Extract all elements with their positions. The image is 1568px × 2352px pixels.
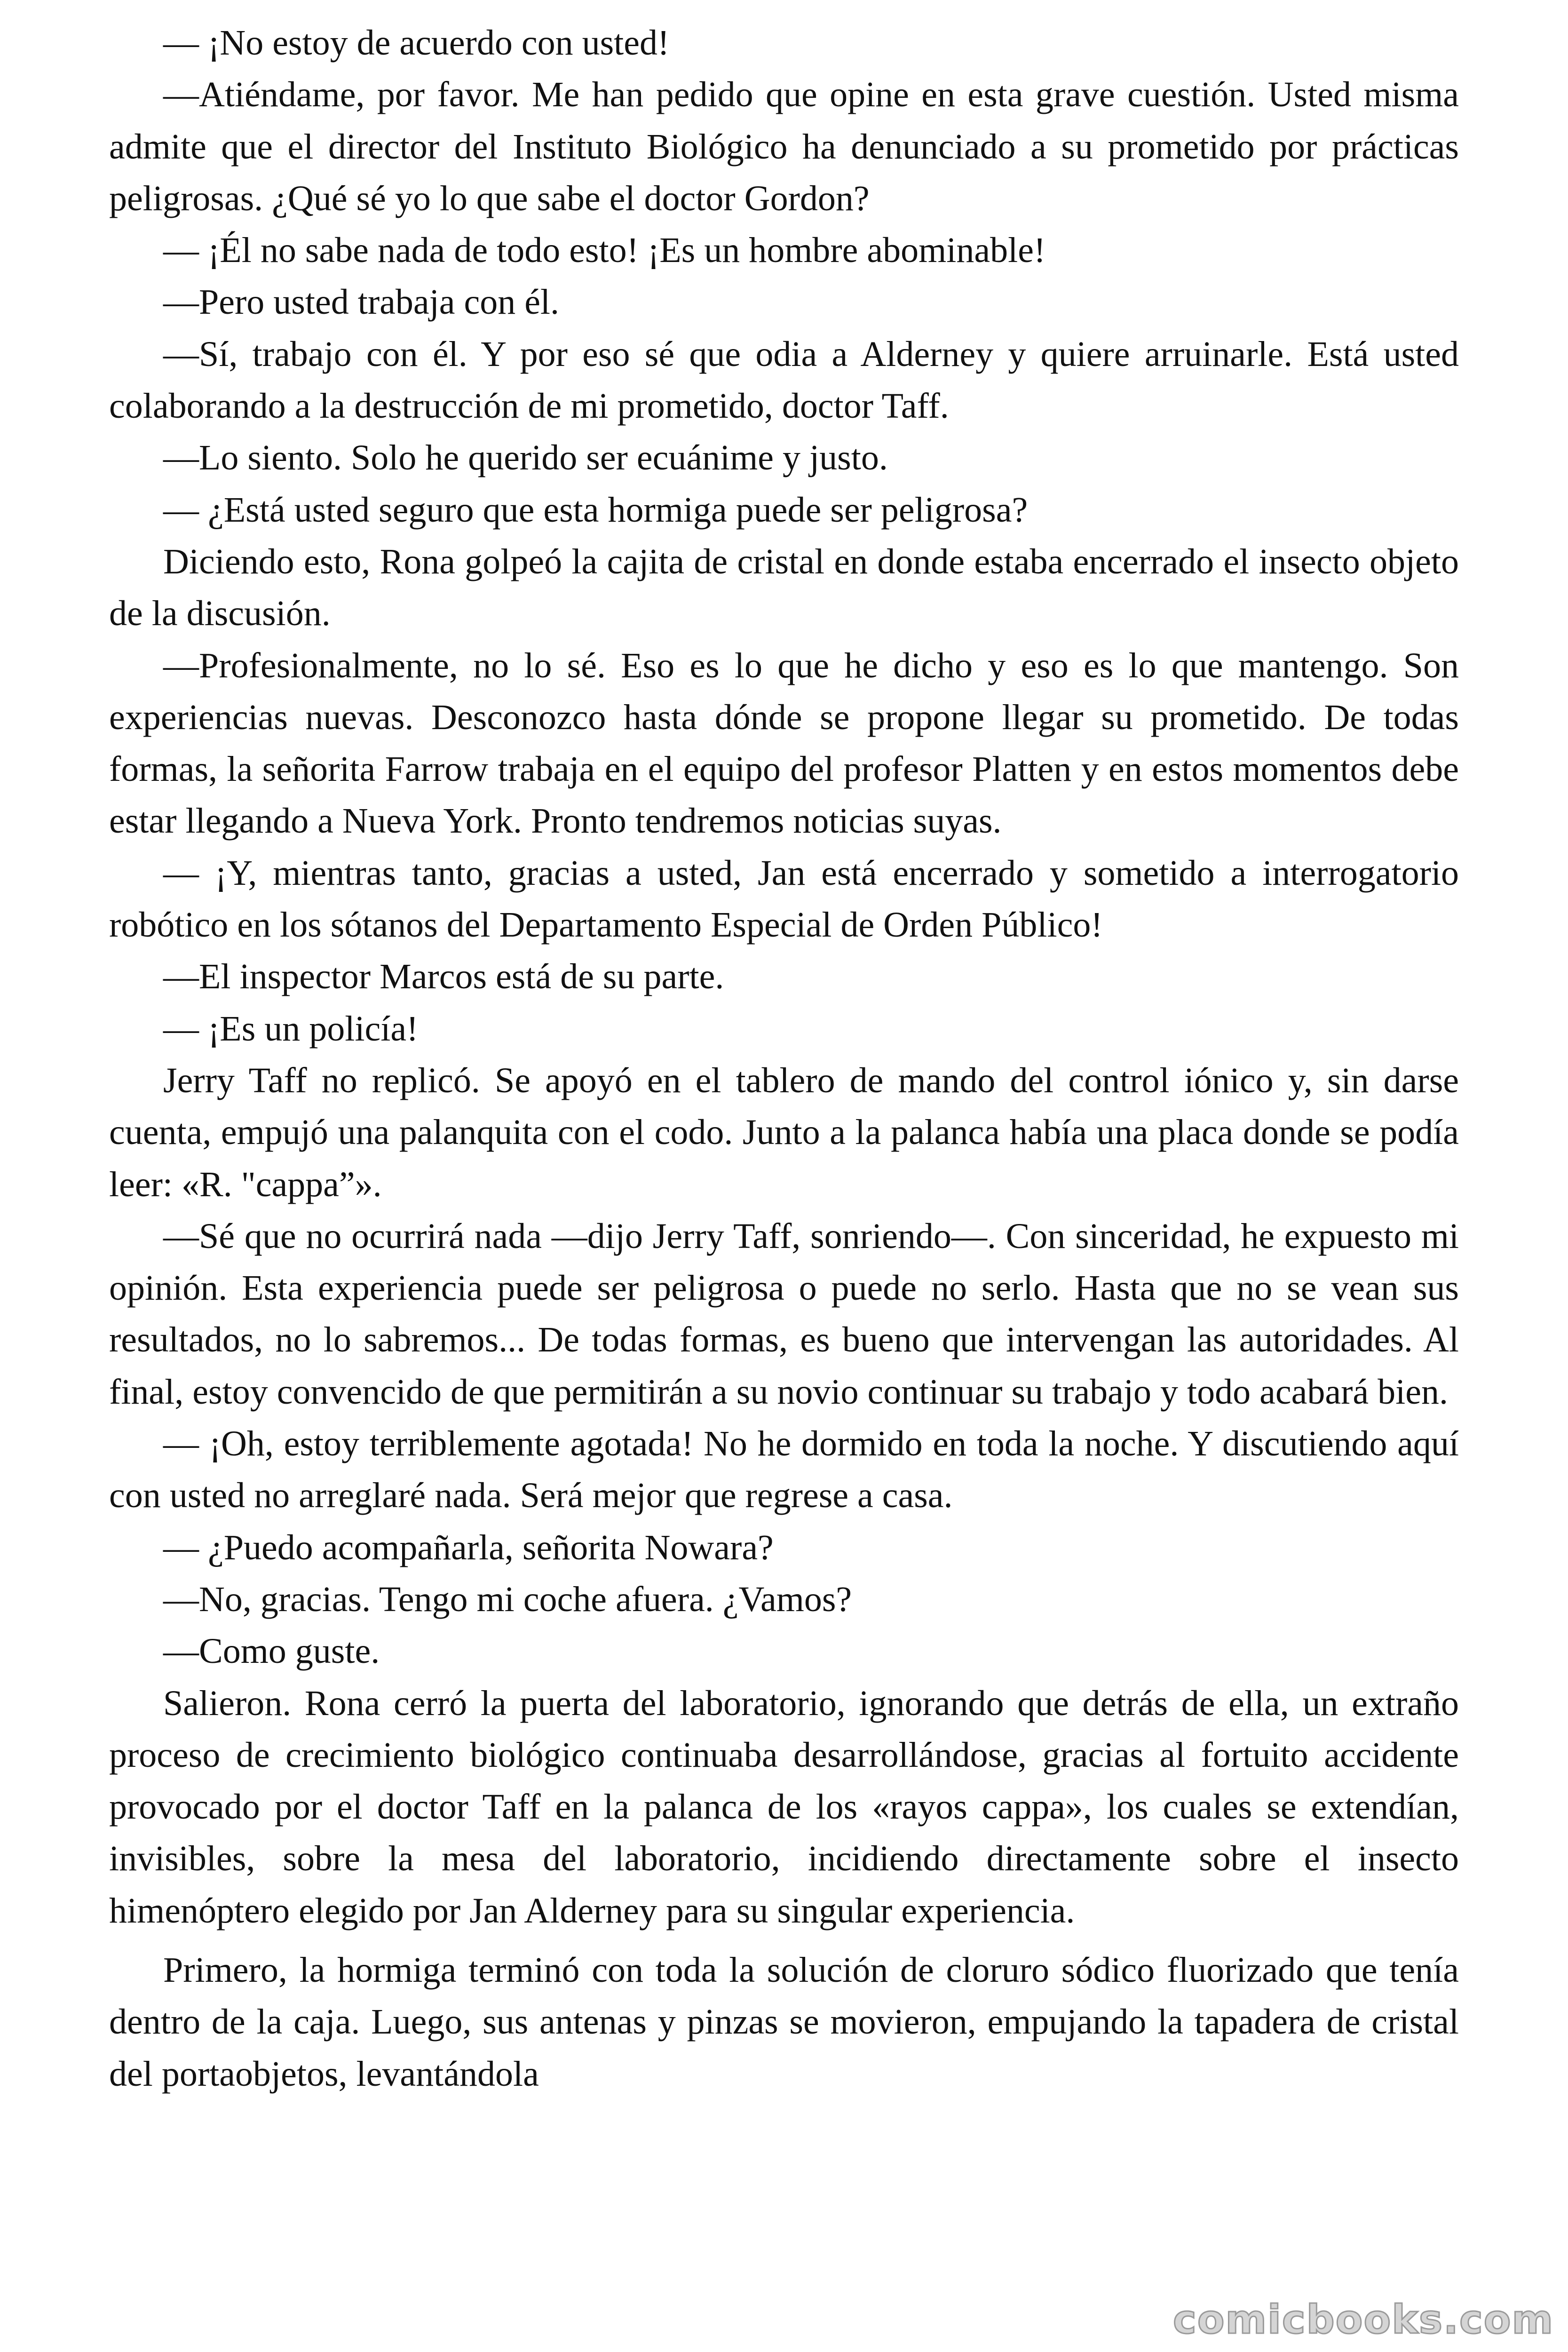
paragraph: —No, gracias. Tengo mi coche afuera. ¿Vamos? [163, 1579, 852, 1619]
body-text [109, 17, 1459, 2100]
paragraph: —Sé que no ocurrirá nada —dijo Jerry Taff, sonriendo—. Con sinceridad, he expuesto mi opinión. Esta experiencia puede ser peligrosa o puede no serlo. Hasta que no se vean sus resultados, no lo sabremos... De todas formas, es bueno que intervengan las autoridades. Al final, estoy convencido de que permitirán a su novio continuar su trabajo y todo acabará bien. [109, 1216, 1459, 1412]
paragraph: —Pero usted trabaja con él. [163, 282, 560, 322]
paragraph: — ¡Es un policía! [163, 1009, 419, 1049]
paragraph: — ¡Oh, estoy terriblemente agotada! No he dormido en toda la noche. Y discutiendo aquí con usted no arreglaré nada. Será mejor que regrese a casa. [109, 1424, 1459, 1516]
paragraph: —Atiéndame, por favor. Me han pedido que opine en esta grave cuestión. Usted misma admite que el director del Instituto Biológico ha denunciado a su prometido por prácticas peligrosas. ¿Qué sé yo lo que sabe el doctor Gordon? [109, 75, 1459, 218]
paragraph: —Como guste. [163, 1631, 380, 1671]
paragraph: —El inspector Marcos está de su parte. [163, 957, 724, 997]
paragraph: —Sí, trabajo con él. Y por eso sé que odia a Alderney y quiere arruinarle. Está usted colaborando a la destrucción de mi prometido, doctor Taff. [109, 334, 1459, 426]
paragraph: — ¡Él no sabe nada de todo esto! ¡Es un hombre abominable! [163, 230, 1046, 270]
paragraph: Jerry Taff no replicó. Se apoyó en el tablero de mando del control iónico y, sin darse cuenta, empujó una palanquita con el codo. Junto a la palanca había una placa donde se podía leer: «R. "cappa”». [109, 1060, 1459, 1204]
paragraph: —Profesionalmente, no lo sé. Eso es lo que he dicho y eso es lo que mantengo. Son experiencias nuevas. Desconozco hasta dónde se propone llegar su prometido. De todas formas, la señorita Farrow trabaja en el equipo del profesor Platten y en estos momentos debe estar llegando a Nueva York. Pronto tendremos noticias suyas. [109, 645, 1459, 841]
paragraph: — ¡Y, mientras tanto, gracias a usted, Jan está encerrado y sometido a interrogatorio robótico en los sótanos del Departamento Especial de Orden Público! [109, 853, 1459, 945]
paragraph: — ¡No estoy de acuerdo con usted! [163, 23, 670, 63]
watermark-text: comicbooks.com [1173, 2296, 1554, 2343]
paragraph: — ¿Puedo acompañarla, señorita Nowara? [163, 1527, 774, 1567]
paragraph: — ¿Está usted seguro que esta hormiga puede ser peligrosa? [163, 490, 1028, 530]
paragraph: Salieron. Rona cerró la puerta del laboratorio, ignorando que detrás de ella, un extraño proceso de crecimiento biológico continuaba desarrollándose, gracias al fortuito accidente provocado por el doctor Taff en la palanca de los «rayos cappa», los cuales se extendían, invisibles, sobre la mesa del laboratorio, incidiendo directamente sobre el insecto himenóptero elegido por Jan Alderney para su singular experiencia. [109, 1683, 1459, 1931]
paragraph: Diciendo esto, Rona golpeó la cajita de cristal en donde estaba encerrado el insecto objeto de la discusión. [109, 541, 1459, 634]
paragraph: —Lo siento. Solo he querido ser ecuánime y justo. [163, 438, 888, 478]
paragraph: Primero, la hormiga terminó con toda la solución de cloruro sódico fluorizado que tenía dentro de la caja. Luego, sus antenas y pinzas se movieron, empujando la tapadera de cristal del portaobjetos, levantándola [109, 1950, 1459, 2094]
